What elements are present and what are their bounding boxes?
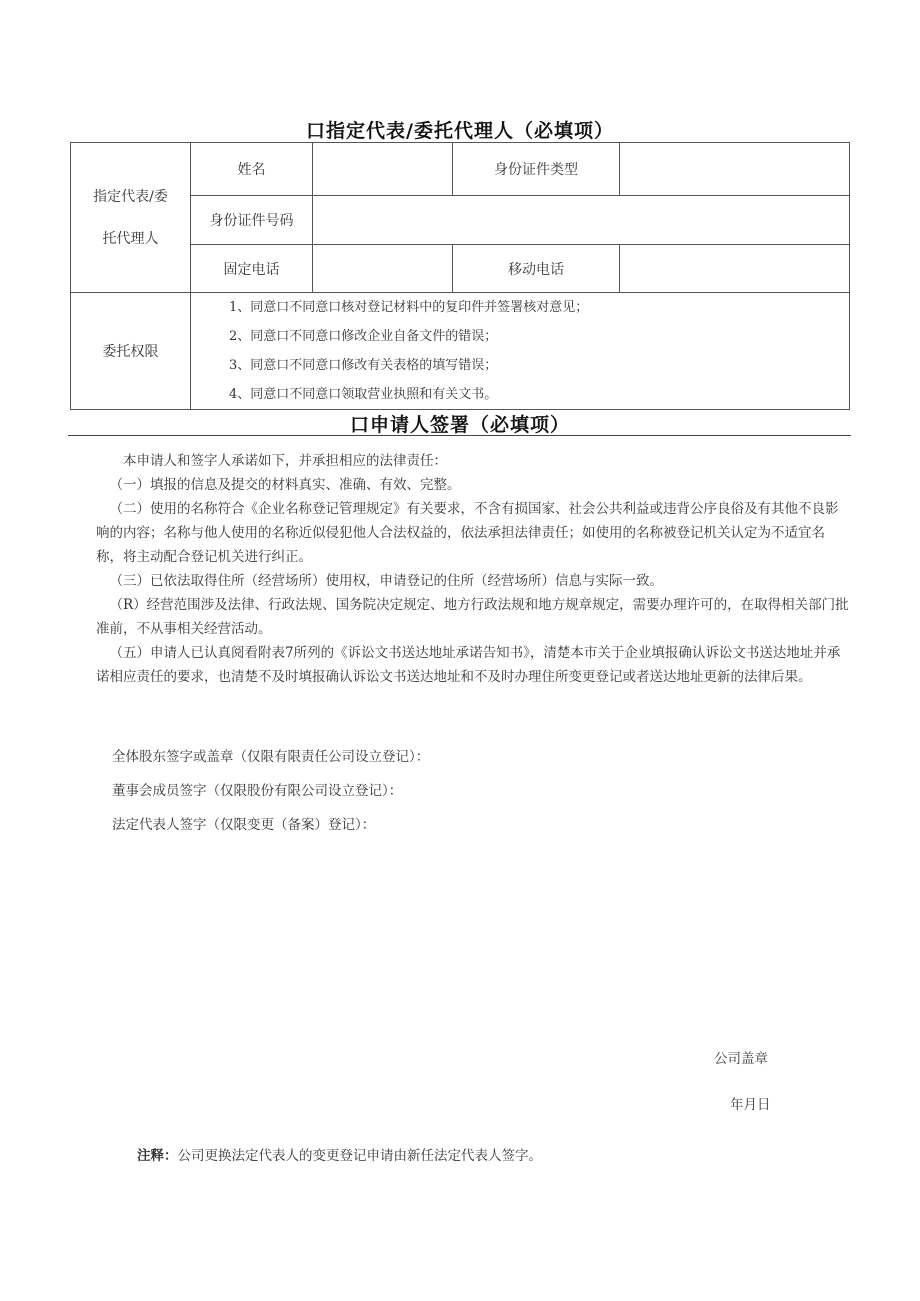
- name-field[interactable]: [313, 143, 453, 196]
- permission-item-1[interactable]: 1、同意口不同意口核对登记材料中的复印件并签署核对意见；: [229, 300, 589, 315]
- mobile-label: 移动电话: [453, 245, 620, 293]
- commitment-item-3: （三）已依法取得住所（经营场所）使用权，申请登记的住所（经营场所）信息与实际一致。: [109, 573, 663, 589]
- commitment-item-2: （二）使用的名称符合《企业名称登记管理规定》有关要求，不含有损国家、社会公共利益或违背公序良俗及有其他不良影响的内容；名称与他人使用的名称近似侵犯他人合法权益的，依法承担法律责任；如使用的名称被登记机关认定为不适宜名称，将主动配合登记机关进行纠正。: [96, 501, 839, 565]
- permissions-list: [191, 293, 850, 410]
- legal-rep-signature[interactable]: 法定代表人签字（仅限变更（备案）登记）：: [112, 817, 376, 833]
- permission-item-2[interactable]: 2、同意口不同意口修改企业自备文件的错误；: [229, 329, 498, 344]
- commitment-item-1: （一）填报的信息及提交的材料真实、准确、有效、完整。: [109, 477, 461, 493]
- section-title-applicant: 口申请人签署（必填项）: [349, 414, 570, 436]
- footnote-label: 注释：: [137, 1148, 178, 1164]
- footnote: [137, 1144, 542, 1164]
- mobile-field[interactable]: [620, 245, 850, 293]
- section-title-representative: 口指定代表/委托代理人（必填项）: [306, 120, 614, 142]
- date-label: 年月日: [730, 1097, 771, 1113]
- board-signature[interactable]: 董事会成员签字（仅限股份有限公司设立登记）：: [112, 783, 403, 799]
- representative-table: [70, 142, 850, 410]
- commitment-item-4: （R）经营范围涉及法律、行政法规、国务院决定规定、地方行政法规和地方规章规定，需要办理许可的，在取得相关部门批准前，不从事相关经营活动。: [96, 597, 849, 637]
- section-divider: [68, 435, 851, 436]
- landline-field[interactable]: [313, 245, 453, 293]
- id-type-label: 身份证件类型: [453, 143, 620, 196]
- company-seal-label: 公司盖章: [714, 1051, 768, 1067]
- permission-item-3[interactable]: 3、同意口不同意口修改有关表格的填写错误；: [229, 358, 498, 373]
- shareholders-signature[interactable]: 全体股东签字或盖章（仅限有限责任公司设立登记）：: [112, 749, 430, 765]
- permissions-label: 委托权限: [71, 293, 191, 410]
- representative-row-header: [71, 143, 191, 293]
- representative-header-line1: 指定代表/委: [93, 188, 168, 205]
- id-number-field[interactable]: [313, 196, 850, 245]
- name-label: 姓名: [191, 143, 313, 196]
- commitment-item-5: （五）申请人已认真阅看附表7所列的《诉讼文书送达地址承诺告知书》，清楚本市关于企业填报确认诉讼文书送达地址并承诺相应责任的要求，也清楚不及时填报确认诉讼文书送达地址和不及时办理住所变更登记或者送达地址更新的法律后果。: [96, 645, 841, 685]
- commitment-intro: 本申请人和签字人承诺如下，并承担相应的法律责任：: [123, 453, 447, 469]
- id-type-field[interactable]: [620, 143, 850, 196]
- footnote-text: 公司更换法定代表人的变更登记申请由新任法定代表人签字。: [177, 1148, 542, 1164]
- landline-label: 固定电话: [191, 245, 313, 293]
- permission-item-4[interactable]: 4、同意口不同意口领取营业执照和有关文书。: [229, 387, 498, 402]
- id-number-label: 身份证件号码: [191, 196, 313, 245]
- representative-header-line2: 托代理人: [102, 230, 159, 247]
